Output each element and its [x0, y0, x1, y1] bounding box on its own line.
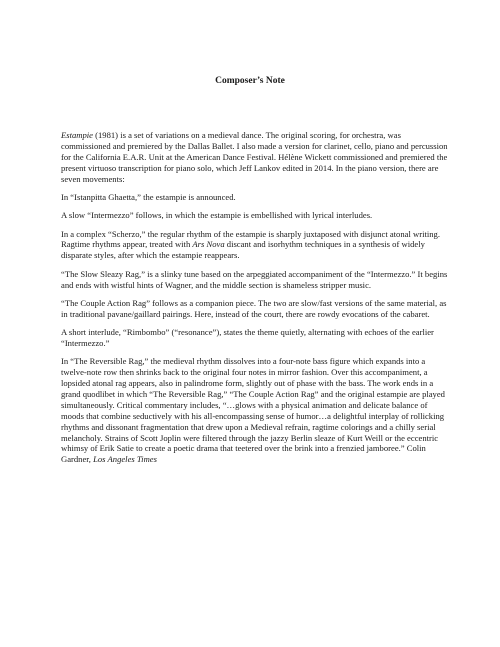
paragraph-intermezzo: A slow “Intermezzo” follows, in which the estampie is embellished with lyrical interludes. [61, 210, 373, 221]
paragraph-reversible-rag [61, 356, 450, 465]
scherzo-text-b: discant and isorhythm techniques in a synthesis of widely disparate styles, after which the estampie reappears. [61, 239, 425, 261]
page-title: Composer’s Note [215, 76, 285, 86]
reversible-rag-text: In “The Reversible Rag,” the medieval rhythm dissolves into a four-note bass figure which expands into a twelve-note row then shrinks back to the original four notes in mirror fashion. Over this accompaniment, a lopsided atonal rag appears, also in palindrome form, slightly out of phase with the bass. The work ends in a grand quodlibet in which “The Reversible Rag,” “The Couple Action Rag” and the original estampie are played simultaneously. Critical commentary includes, “…glows with a physical animation and delicate balance of moods that combine seductively with his all-encompassing sense of humor…a delightful interplay of rollicking rhythms and dissonant fragmentation that drew upon a Medieval refrain, ragtime colorings and a chilly serial melancholy. Strains of Scott Joplin were filtered through the jazzy Berlin sleaze of Kurt Weill or the eccentric whimsy of Erik Satie to create a poetic drama that teetered over the brink into a frenzied jamboree.” Colin Gardner, [61, 356, 445, 465]
paragraph-scherzo [61, 229, 450, 262]
work-title: Estampie [61, 130, 93, 140]
paragraph-rimbombo: A short interlude, “Rimbombo” (“resonance”), states the theme quietly, alternating with echoes of the earlier “Intermezzo.” [61, 327, 434, 348]
ars-nova-term: Ars Nova [192, 239, 225, 250]
paragraph-slow-sleazy-rag: “The Slow Sleazy Rag,” is a slinky tune based on the arpeggiated accompaniment of the “Intermezzo.” It begins and ends with wistful hints of Wagner, and the middle section is shameless stripper music. [61, 268, 448, 290]
paragraph-couple-action-rag: “The Couple Action Rag” follows as a companion piece. The two are slow/fast versions of the same material, as in traditional pavane/gaillard pairings. Here, instead of the court, there are rowdy evocations of the cabaret. [61, 297, 447, 319]
paragraph-intro [61, 130, 450, 185]
scherzo-text-a: In a complex “Scherzo,” the regular rhythm of the estampie is sharply juxtaposed with disjunct atonal writing. Ragtime rhythms appear, treated with [61, 228, 440, 250]
intro-text: (1981) is a set of variations on a medieval dance. The original scoring, for orchestra, was commissioned and premiered by the Dallas Ballet. I also made a version for clarinet, cello, piano and percussion for the California E.A.R. Unit at the American Dance Festival. Hélène Wickett commissioned and premiered the present virtuoso transcription for piano solo, which Jeff Lankov edited in 2014. In the piano version, there are seven movements: [61, 130, 448, 184]
paragraph-istanpitta: In “Istanpitta Ghaetta,” the estampie is announced. [61, 191, 236, 202]
citation-source: Los Angeles Times [93, 454, 157, 465]
note-body [61, 130, 450, 473]
